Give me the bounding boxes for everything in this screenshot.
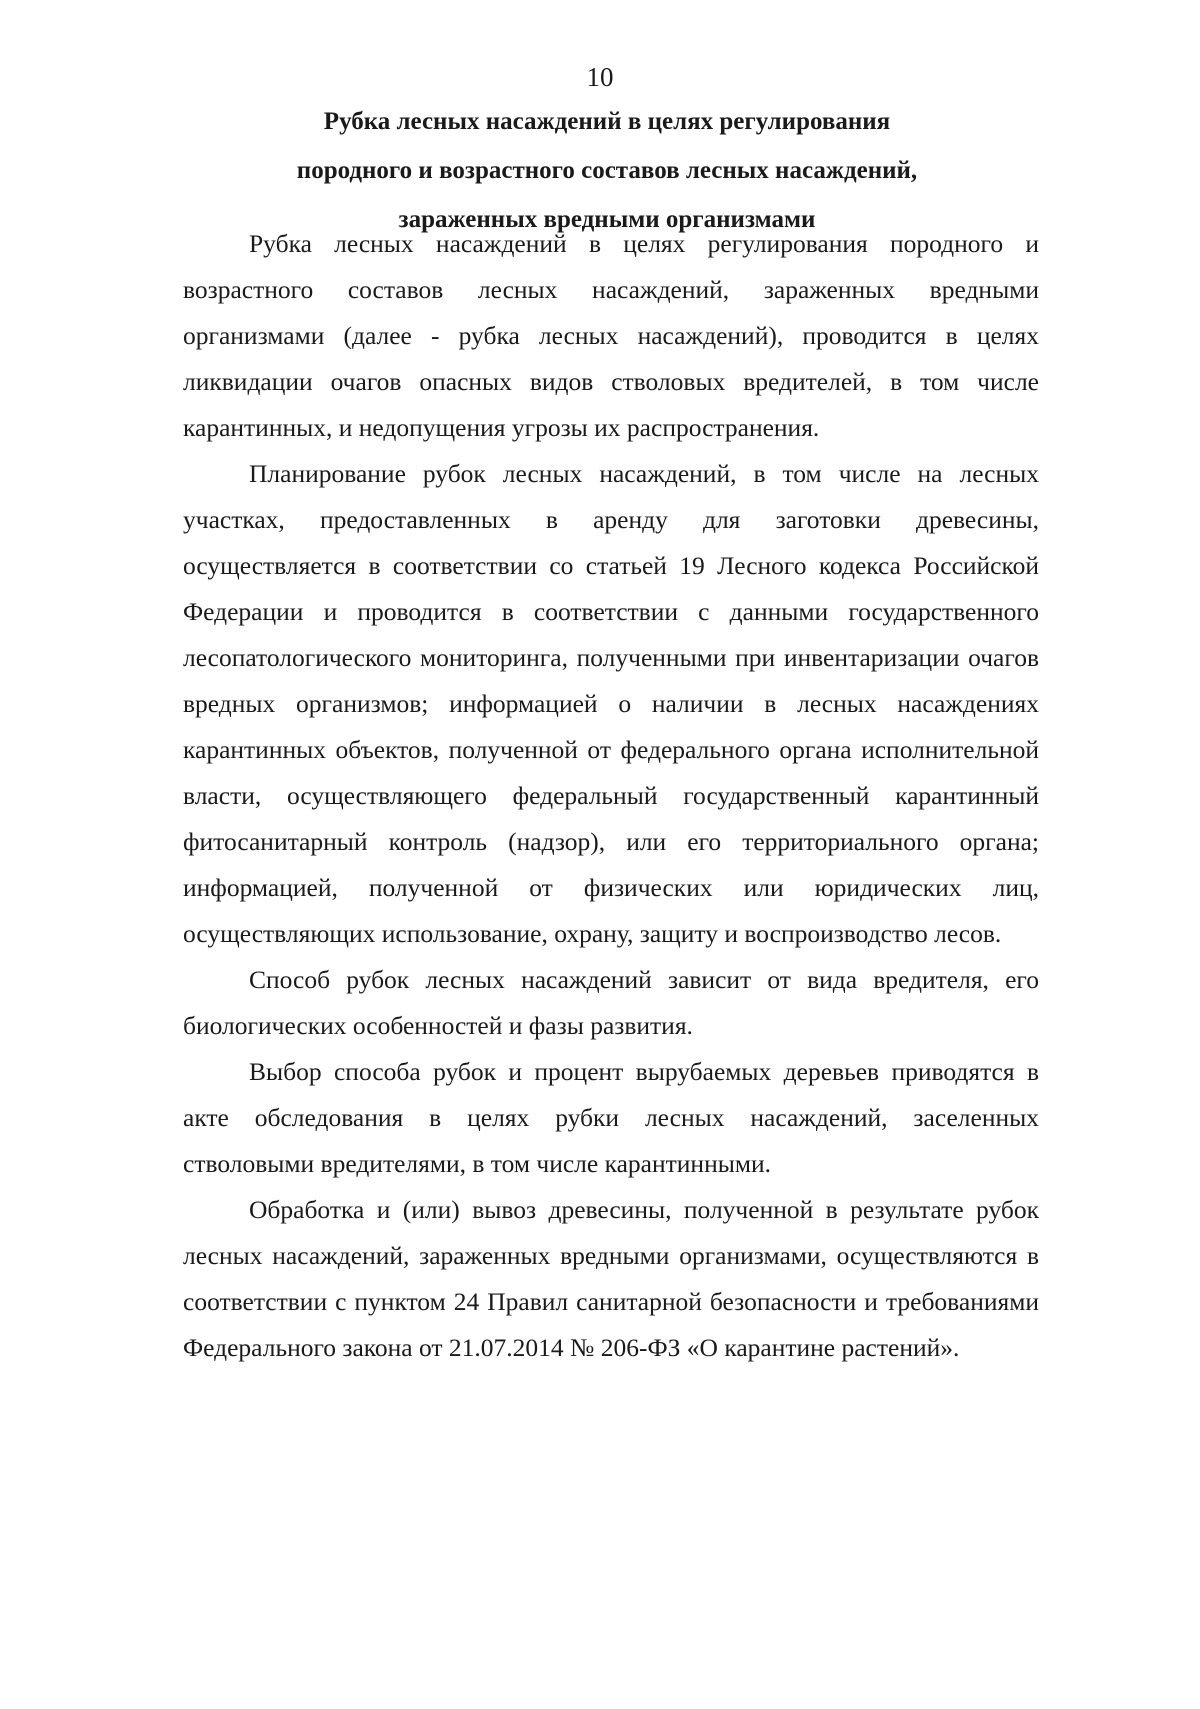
paragraph-purpose: Рубка лесных насаждений в целях регулирования породного и возрастного составов лесных насаждений, зараженных вредными организмами (далее - рубка лесных насаждений), проводится в целях ликвидации очагов опасных видов стволовых вредителей, в том числе карантинных, и недопущения угрозы их распространения. — [183, 229, 1039, 442]
paragraph-method: Способ рубок лесных насаждений зависит от вида вредителя, его биологических особенностей и фазы развития. — [183, 965, 1039, 1040]
paragraph-selection: Выбор способа рубок и процент вырубаемых деревьев приводятся в акте обследования в целях рубки лесных насаждений, заселенных стволовыми вредителями, в том числе карантинными. — [183, 1057, 1039, 1178]
heading-line: зараженных вредными организмами — [398, 206, 816, 233]
body-text — [183, 221, 1039, 1371]
heading-line: Рубка лесных насаждений в целях регулирования — [323, 108, 891, 135]
paragraph-planning: Планирование рубок лесных насаждений, в том числе на лесных участках, предоставленных в аренду для заготовки древесины, осуществляется в соответствии со статьей 19 Лесного кодекса Российской Федерации и проводится в соответствии с данными государственного лесопатологического мониторинга, полученными при инвентаризации очагов вредных организмов; информацией о наличии в лесных насаждениях карантинных объектов, полученной от федерального органа исполнительной власти, осуществляющего федеральный государственный карантинный фитосанитарный контроль (надзор), или его территориального органа; информацией, полученной от физических или юридических лиц, осуществляющих использование, охрану, защиту и воспроизводство лесов. — [183, 459, 1039, 948]
heading-line: породного и возрастного составов лесных насаждений, — [296, 157, 918, 184]
page-number: 10 — [586, 62, 614, 92]
paragraph-processing: Обработка и (или) вывоз древесины, полученной в результате рубок лесных насаждений, зараженных вредными организмами, осуществляются в соответствии с пунктом 24 Правил санитарной безопасности и требованиями Федерального закона от 21.07.2014 № 206-ФЗ «О карантине растений». — [183, 1195, 1039, 1362]
